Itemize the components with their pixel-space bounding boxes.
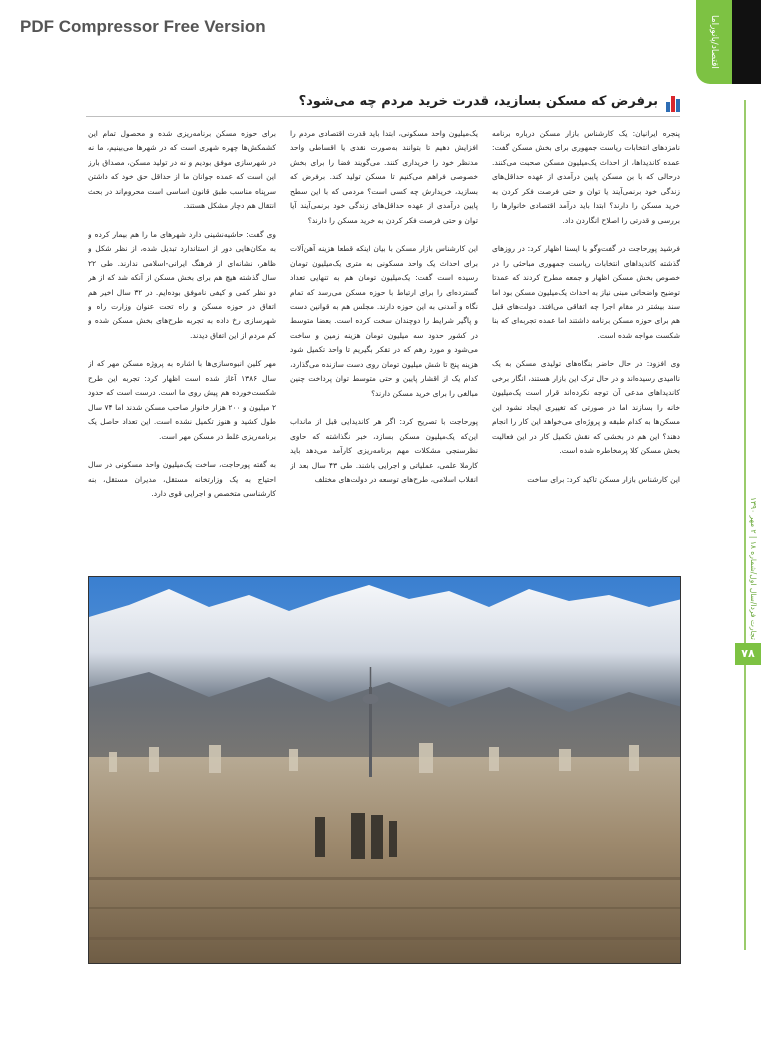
watermark: PDF Compressor Free Version: [20, 17, 266, 36]
paragraph: پنجره ایرانیان: یک کارشناس بازار مسکن درباره برنامه نامزدهای انتخابات ریاست جمهوری برای بخش مسکن گفت: عمده کاندیداها، از احداث یک‌میلیون مسکن صحبت می‌کنند. درحالی که با بن مسکن پایین درآمدی از عهده حداقل‌های زندگی خود برنمی‌آیند یا توان و حتی فرصت فکر کردن به خرید مسکن را دارند؟ ابتدا باید درآمد اقتصادی خانوارها را بررسی و قدرتی را اصلاح انگاردن داد.: [492, 129, 680, 225]
paragraph: این کارشناس بازار مسکن با بیان اینکه قطعا هزینه آهن‌آلات برای احداث یک واحد مسکونی به متری یک‌میلیون تومان رسیده است گفت: یک‌میلیون تومان هم به تنهایی تعداد گسترده‌ای را برای ارتباط با حوزه مسکن می‌رسد که تمام نگاه و آمدنی به این حوزه دارند. مجلس هم به قوانین دست و پاگیر شرایط را دوچندان سخت کرده است. بعضا متوسط در کشور حدود سه میلیون تومان هزینه زمین و ساخت می‌شود و مورد رهم که در تفکر بگیریم تا واحد تکمیل شود هزینه پنج تا شش میلیون تومان روی دست سازنده می‌گذارد، کدام یک از اقشار پایین و حتی متوسط توان پرداخت چنین مبالغی را برای خرید مسکن دارند؟: [290, 244, 478, 398]
paragraph: وی افزود: در حال حاضر بنگاه‌های تولیدی مسکن به یک ناامیدی رسیده‌اند و در حال ترک این بازار هستند، انگار برخی کاندیداهای مدعی آن توجه نکرده‌اند قرار است یک‌میلیون خانه را بسازند اما در صورتی که تغییری ایجاد نشود این مسکن‌ها به کدام طبقه و پروژه‌ای می‌خواهد این کار را انجام دهند؟ این هم در بخشی که نقش تکمیل کار در این فعالیت بخش مسکن کلا پرمخاطره شده است.: [492, 359, 680, 456]
bar-chart-icon: [666, 94, 680, 112]
paragraph: فرشید پورحاجت در گفت‌وگو با ایسنا اظهار کرد: در روزهای گذشته کاندیداهای انتخابات ریاست جمهوری مباحثی را در خصوص بخش مسکن اظهار و جمعه مطرح کردند که عمدتا توضیح واضحاتی مبنی نیاز به احداث یک‌میلیون مسکن بود اما سند بیشتر در مقام اجرا چه اتفاقی می‌افتد. دولت‌های قبل هم برای حوزه مسکن برنامه داشتند اما عمده تجربه‌ای که بنا شکست مواجه شده است.: [492, 244, 680, 340]
article-header: [298, 92, 680, 116]
page-number: ۷۸: [735, 643, 761, 665]
article-title: برفرض که مسکن بسازید، قدرت خرید مردم چه می‌شود؟: [298, 94, 658, 109]
article-column-1: [492, 127, 680, 567]
paragraph: وی گفت: حاشیه‌نشینی دارد شهرهای ما را هم بیمار کرده و به مکان‌هایی دور از استاندارد تبدیل شده، از نظر شکل و ظاهر، نشانه‌ای از فرهنگ ایرانی-اسلامی ندارند. طی ۲۲ سال گذشته هیچ هم برای بخش مسکن از آنکه شد که از هر دو نظر کمی و کیفی ناموفق بوده‌ایم. در ۳۲ سال اخیر هم اتفاق در حوزه مسکن و راه تحت عنوان وزارت راه و شهرسازی رخ داده به تجربه طرح‌های بخش مسکن شده و کم مردم از این اتفاق دیدند.: [88, 229, 276, 340]
issue-info: تجارت فردا/سال اول/شماره ۱۸ | ۲ مهر ۱۳۹۰: [749, 497, 758, 640]
section-tab-label: اقتصاد/پانوراما: [709, 15, 719, 69]
paragraph: پورحاجت با تصریح کرد: اگر هر کاندیدایی قبل از مانداب این‌که یک‌میلیون مسکن بسازد، خبر نگذاشته که حاوی نظرسنجی مشکلات مهم برنامه‌ریزی کارآمد می‌دهد باید کارملا علمی، عملیاتی و اجرایی باشند. طی ۴۳ سال بعد از انقلاب اسلامی، طرح‌های توسعه در دولت‌های مختلف: [290, 417, 478, 484]
article-body: [88, 127, 680, 567]
section-tab-black-strip: [732, 0, 761, 84]
paragraph: برای حوزه مسکن برنامه‌ریزی شده و محصول تمام این کشمکش‌ها چهره شهری است که در شهرها می‌بینیم، ما نه در شهرسازی موفق بودیم و نه در تولید مسکن، مصداق بارز این است که عمده جوانان ما از حداقل حق خود که داشتن سرپناه مناسب طبق قانون اساسی است محروم‌اند در بحث انتقال هم دچار مشکل هستند.: [88, 129, 276, 211]
paragraph: این کارشناس بازار مسکن تاکید کرد: برای ساخت: [527, 474, 680, 484]
section-tab: [696, 0, 732, 84]
article-column-3: [88, 127, 276, 567]
paragraph: یک‌میلیون واحد مسکونی، ابتدا باید قدرت اقتصادی مردم را افزایش دهیم تا بتوانند به‌صورت نقدی یا اقساطی واحد مدنظر خود را خریداری کنند. می‌گویند فضا را برای بخش خصوصی فراهم می‌کنیم تا مسکن تولید کند. برفرض که بسازید، خریدارش چه کسی است؟ مردمی که با این سطح پایین درآمدی از عهده حداقل‌های زندگی خود برنمی‌آیند آیا توان و حتی فرصت فکر کردن به خرید مسکن را دارند؟: [290, 129, 478, 225]
city-skyline-photo: [88, 576, 681, 964]
article-column-2: [290, 127, 478, 567]
paragraph: به گفته پورحاجت، ساخت یک‌میلیون واحد مسکونی در سال احتیاج به یک وزارتخانه مستقل، مدیران مستقل، بنه کارشناسی متخصص و اجرایی قوی دارد.: [88, 460, 276, 498]
title-divider: [86, 116, 680, 117]
paragraph: مهر کلین انبوه‌سازی‌ها با اشاره به پروژه مسکن مهر که از سال ۱۳۸۶ آغاز شده است اظهار کرد: تجربه این طرح شکست‌خورده هم پیش روی ما است. درست است که حدود ۲ میلیون و ۲۰۰ هزار خانوار صاحب مسکن شدند اما ۷۴ سال طول کشید و هنوز تکمیل نشده است. این تعداد حاصل یک برنامه‌ریزی غلط در مسکن مهر است.: [88, 359, 276, 441]
